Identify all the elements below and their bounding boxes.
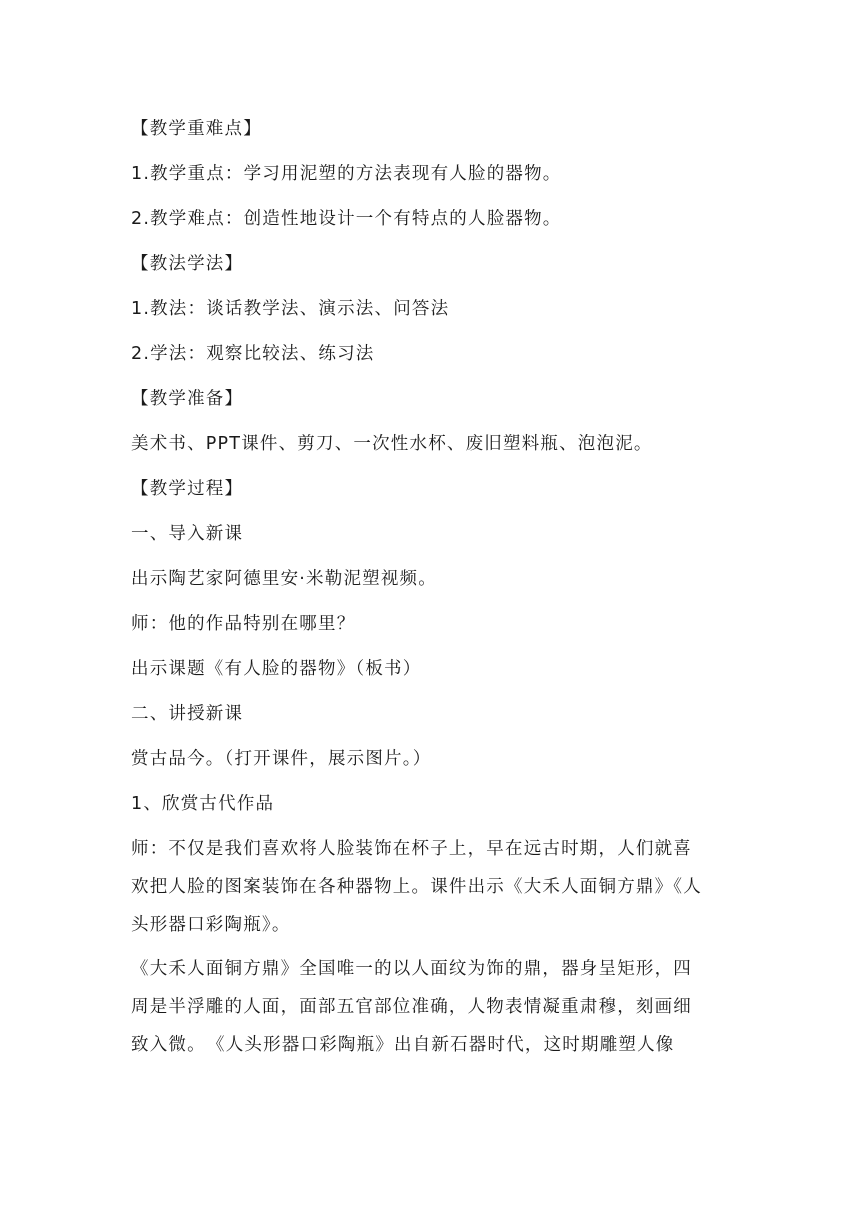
teaching-method: 1.教法：谈话教学法、演示法、问答法 — [131, 299, 450, 319]
artwork-description-paragraph — [131, 950, 741, 1064]
document-body — [131, 110, 741, 1070]
appreciate-ancient-works: 1、欣赏古代作品 — [131, 794, 275, 814]
paragraph-line: 欢把人脸的图案装饰在各种器物上。课件出示《大禾人面铜方鼎》《人 — [131, 877, 702, 897]
paragraph-line: 师：不仅是我们喜欢将人脸装饰在杯子上，早在远古时期，人们就喜 — [131, 839, 692, 859]
paragraph-line: 头形器口彩陶瓶》。 — [131, 915, 291, 935]
teacher-explanation-paragraph — [131, 830, 741, 944]
preparation-materials: 美术书、PPT课件、剪刀、一次性水杯、废旧塑料瓶、泡泡泥。 — [131, 434, 653, 454]
teaching-difficulty: 2.教学难点：创造性地设计一个有特点的人脸器物。 — [131, 209, 562, 229]
section-heading-key-points: 【教学重难点】 — [131, 119, 262, 139]
learning-method: 2.学法：观察比较法、练习法 — [131, 344, 375, 364]
intro-video-line: 出示陶艺家阿德里安·米勒泥塑视频。 — [131, 569, 437, 589]
section-heading-preparation: 【教学准备】 — [131, 389, 244, 409]
section-heading-methods: 【教法学法】 — [131, 254, 244, 274]
subsection-new-lesson: 二、讲授新课 — [131, 704, 244, 724]
subsection-introduction: 一、导入新课 — [131, 524, 244, 544]
show-topic-line: 出示课题《有人脸的器物》（板书） — [131, 659, 422, 679]
appreciation-line: 赏古品今。（打开课件，展示图片。） — [131, 749, 432, 769]
teaching-focus: 1.教学重点：学习用泥塑的方法表现有人脸的器物。 — [131, 164, 562, 184]
paragraph-line: 《大禾人面铜方鼎》全国唯一的以人面纹为饰的鼎，器身呈矩形，四 — [131, 959, 692, 979]
paragraph-line: 致入微。 《人头形器口彩陶瓶》出自新石器时代，这时期雕塑人像 — [131, 1035, 675, 1055]
section-heading-process: 【教学过程】 — [131, 479, 244, 499]
teacher-question: 师：他的作品特别在哪里？ — [131, 614, 356, 634]
paragraph-line: 周是半浮雕的人面，面部五官部位准确，人物表情凝重肃穆，刻画细 — [131, 997, 692, 1017]
